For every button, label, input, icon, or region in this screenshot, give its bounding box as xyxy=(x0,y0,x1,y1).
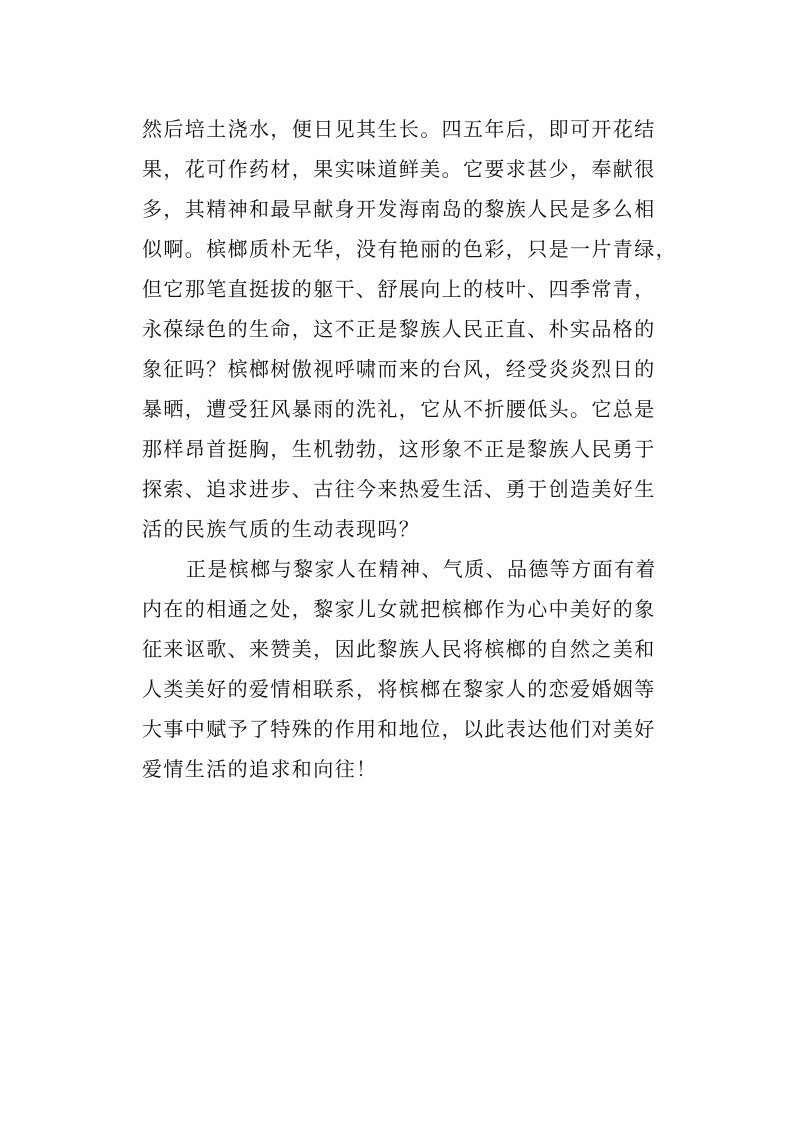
text-line: 暴晒，遭受狂风暴雨的洗礼，它从不折腰低头。它总是 xyxy=(142,397,656,421)
text-line: 似啊。槟榔质朴无华，没有艳丽的色彩，只是一片青绿， xyxy=(142,237,677,261)
text-line: 永葆绿色的生命，这不正是黎族人民正直、朴实品格的 xyxy=(142,317,656,341)
document-body xyxy=(142,109,677,789)
text-line: 象征吗？槟榔树傲视呼啸而来的台风，经受炎炎烈日的 xyxy=(142,357,656,381)
text-line: 多，其精神和最早献身开发海南岛的黎族人民是多么相 xyxy=(142,197,656,221)
text-line: 那样昂首挺胸，生机勃勃，这形象不正是黎族人民勇于 xyxy=(142,437,656,461)
text-line: 正是槟榔与黎家人在精神、气质、品德等方面有着 xyxy=(186,557,657,581)
text-line: 内在的相通之处，黎家儿女就把槟榔作为心中美好的象 xyxy=(142,597,656,621)
text-line: 但它那笔直挺拔的躯干、舒展向上的枝叶、四季常青， xyxy=(142,277,656,301)
paragraph-2 xyxy=(142,549,670,789)
text-line: 征来讴歌、来赞美，因此黎族人民将槟榔的自然之美和 xyxy=(142,637,656,661)
paragraph-1 xyxy=(142,109,677,549)
text-line: 爱情生活的追求和向往！ xyxy=(142,757,378,781)
text-line: 探索、追求进步、古往今来热爱生活、勇于创造美好生 xyxy=(142,477,656,501)
text-line: 果，花可作药材，果实味道鲜美。它要求甚少，奉献很 xyxy=(142,157,656,181)
text-line: 大事中赋予了特殊的作用和地位，以此表达他们对美好 xyxy=(142,717,656,741)
text-line: 人类美好的爱情相联系，将槟榔在黎家人的恋爱婚姻等 xyxy=(142,677,656,701)
text-line: 然后培土浇水，便日见其生长。四五年后，即可开花结 xyxy=(142,117,656,141)
text-line: 活的民族气质的生动表现吗？ xyxy=(142,517,421,541)
